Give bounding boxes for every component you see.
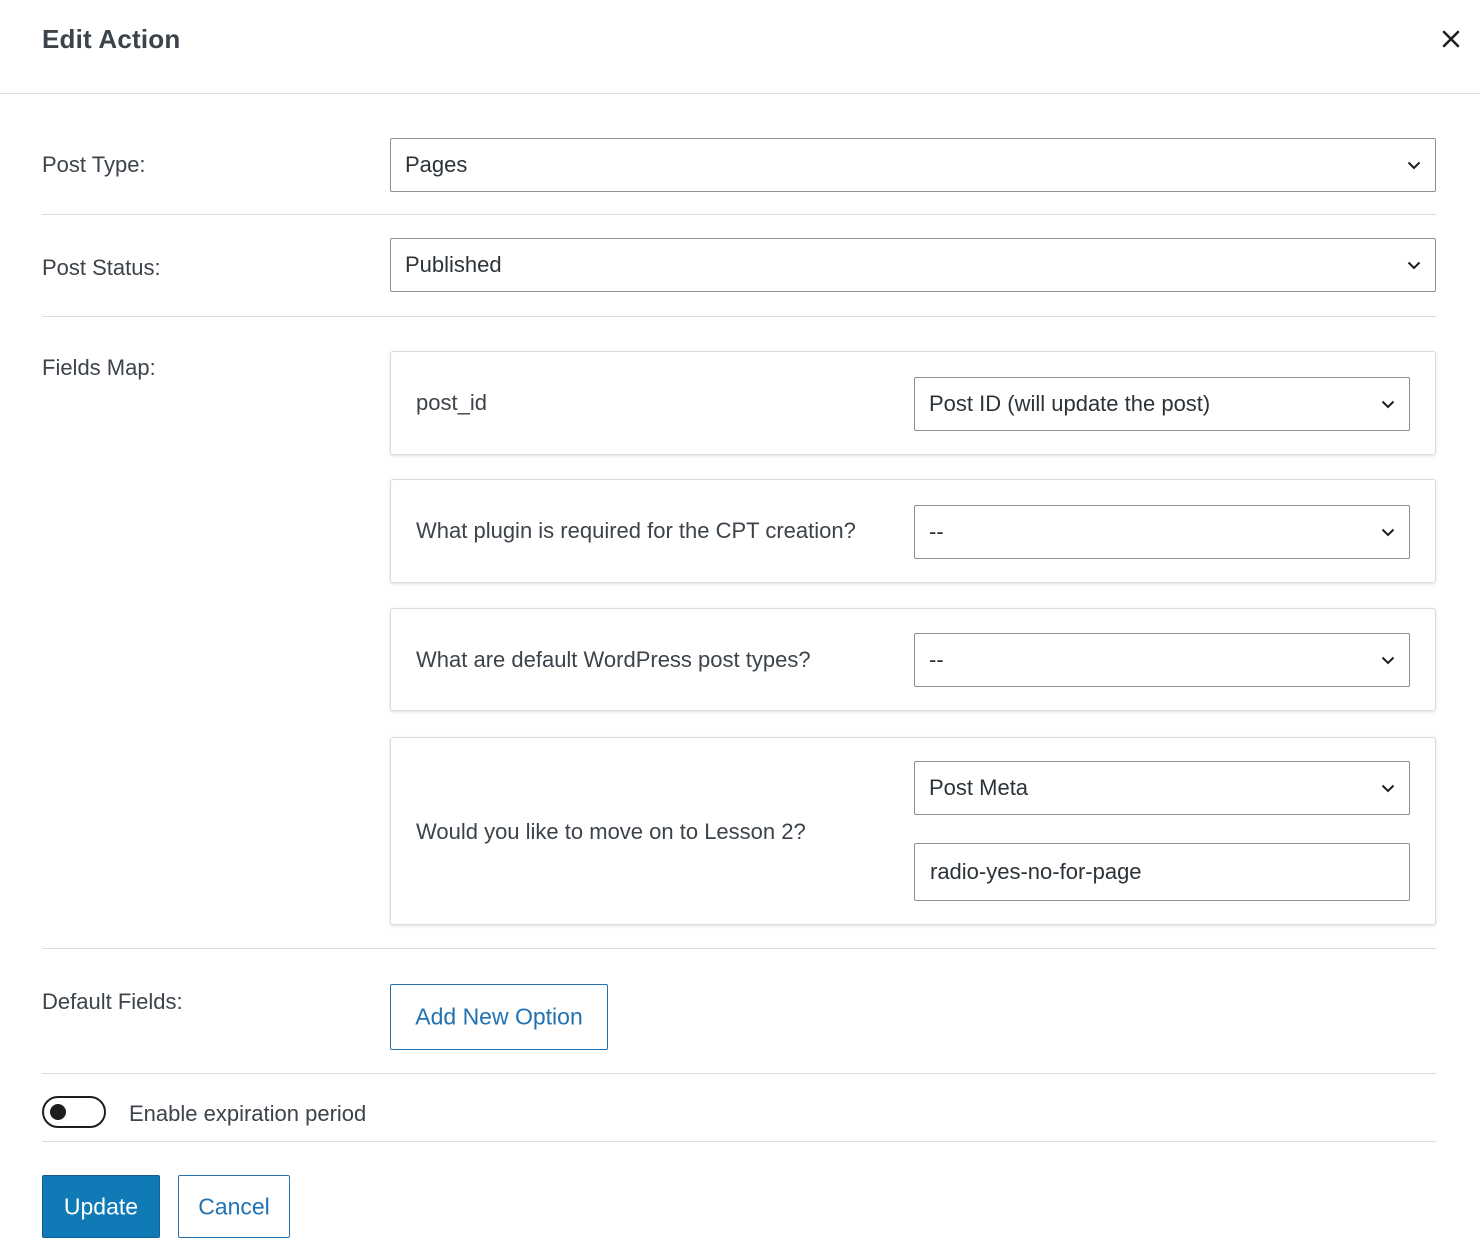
expiration-label: Enable expiration period — [129, 1101, 367, 1126]
post-type-row — [42, 94, 1436, 215]
field-map-label: Would you like to move on to Lesson 2? — [416, 819, 806, 844]
chevron-down-icon — [1381, 784, 1395, 793]
field-map-card — [390, 608, 1436, 711]
chevron-down-icon — [1407, 261, 1421, 270]
chevron-down-icon — [1407, 161, 1421, 170]
field-map-select[interactable] — [914, 761, 1410, 815]
chevron-down-icon — [1381, 656, 1395, 665]
field-map-value: -- — [929, 647, 944, 672]
update-label: Update — [63, 1193, 139, 1219]
fields-map-label: Fields Map: — [42, 355, 156, 380]
close-icon — [1434, 24, 1468, 58]
chevron-down-icon — [1381, 400, 1395, 409]
toggle-knob — [50, 1104, 66, 1120]
field-map-select[interactable] — [914, 633, 1410, 687]
post-status-select[interactable] — [390, 238, 1436, 292]
field-map-label: What plugin is required for the CPT creation? — [416, 518, 856, 543]
dialog-title: Edit Action — [42, 24, 181, 54]
add-new-option-label: Add New Option — [415, 1003, 583, 1030]
cancel-button[interactable] — [178, 1175, 290, 1238]
field-map-value: Post Meta — [929, 775, 1029, 800]
update-button[interactable] — [42, 1175, 160, 1238]
field-map-value: -- — [929, 519, 944, 544]
fields-map-row — [42, 317, 1436, 949]
add-new-option-button[interactable] — [390, 984, 608, 1050]
expiration-row — [42, 1074, 1436, 1142]
field-map-label: What are default WordPress post types? — [416, 647, 811, 672]
default-fields-row — [42, 949, 1436, 1074]
field-map-label: post_id — [416, 390, 487, 415]
meta-key-value: radio-yes-no-for-page — [930, 859, 1142, 884]
field-map-card — [390, 351, 1436, 455]
close-button[interactable] — [1434, 24, 1468, 58]
post-type-label: Post Type: — [42, 152, 146, 177]
cancel-label: Cancel — [198, 1193, 270, 1219]
dialog-header — [0, 0, 1480, 94]
post-type-select[interactable] — [390, 138, 1436, 192]
field-map-card — [390, 737, 1436, 925]
post-status-row — [42, 215, 1436, 317]
chevron-down-icon — [1381, 528, 1395, 537]
field-map-value: Post ID (will update the post) — [929, 391, 1211, 416]
post-type-value: Pages — [405, 152, 468, 177]
expiration-toggle[interactable] — [42, 1096, 106, 1128]
field-map-select[interactable] — [914, 505, 1410, 559]
field-map-card — [390, 479, 1436, 583]
meta-key-input[interactable] — [914, 843, 1410, 901]
field-map-select[interactable] — [914, 377, 1410, 431]
post-status-label: Post Status: — [42, 255, 161, 280]
default-fields-label: Default Fields: — [42, 989, 183, 1014]
post-status-value: Published — [405, 252, 502, 277]
